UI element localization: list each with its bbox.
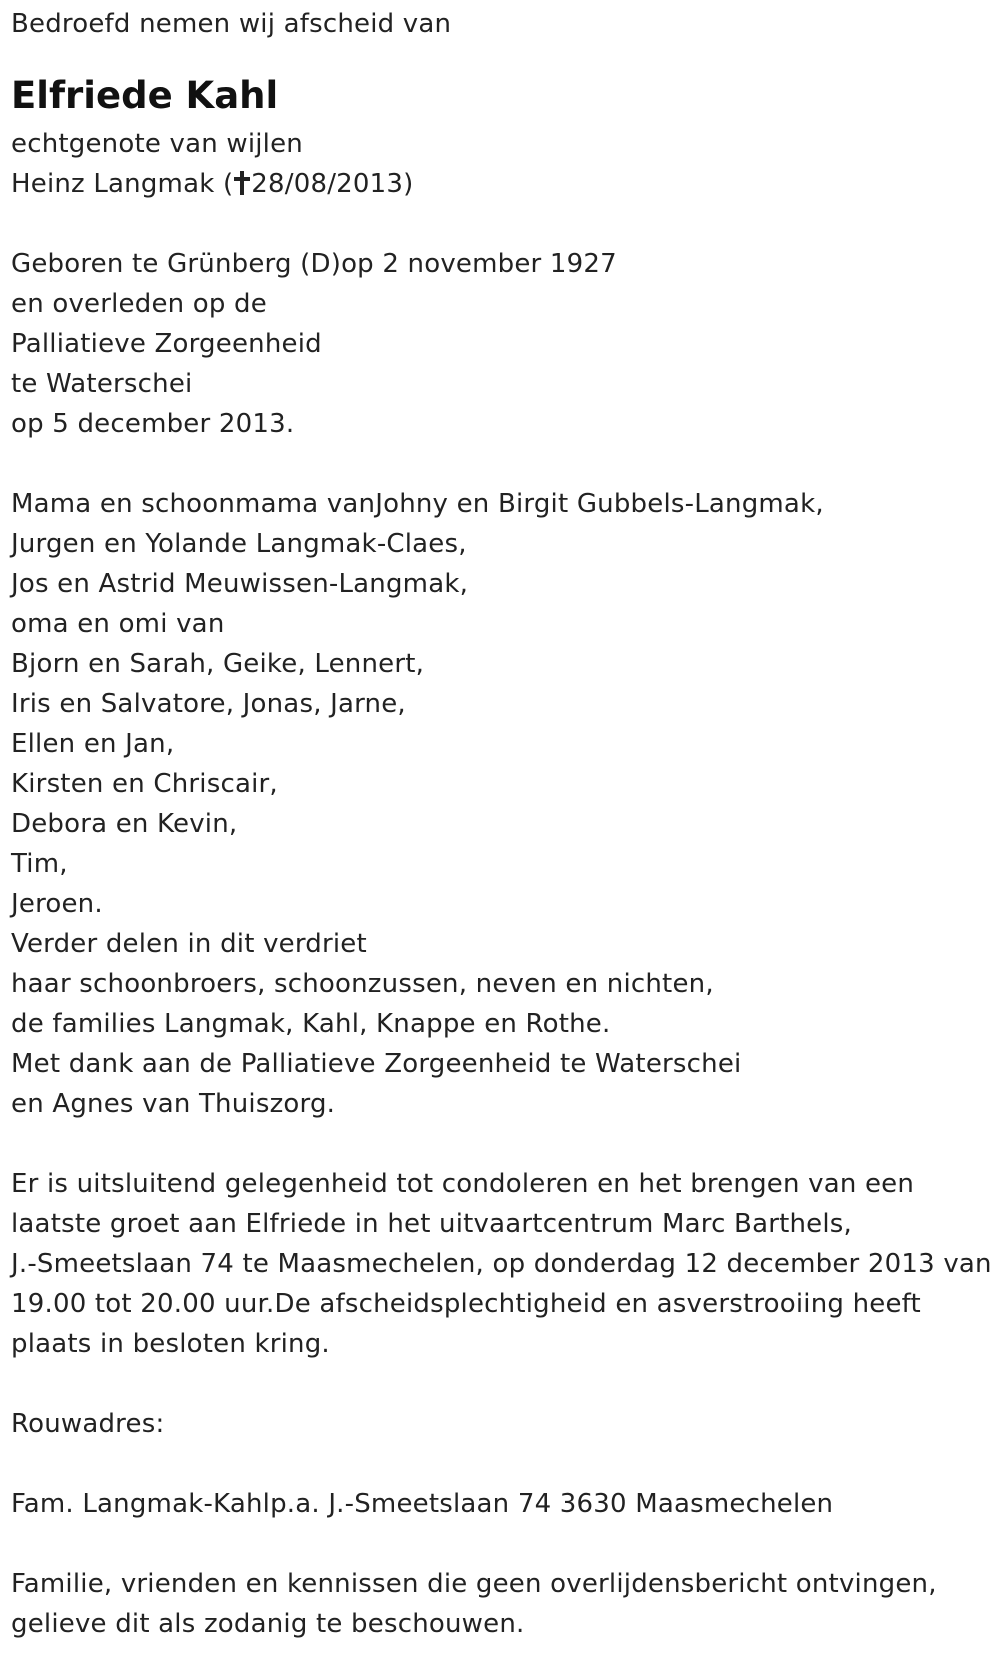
spouse-death-date: 28/08/2013): [251, 169, 414, 199]
family-line: Verder delen in dit verdriet: [11, 929, 367, 959]
closing-line: Familie, vrienden en kennissen die geen overlijdensbericht ontvingen,: [11, 1569, 937, 1599]
cross-icon: [234, 170, 250, 196]
family-line: Bjorn en Sarah, Geike, Lennert,: [11, 649, 425, 679]
family-block: [11, 484, 991, 1124]
condolence-line: Er is uitsluitend gelegenheid tot condoleren en het brengen van een: [11, 1169, 915, 1199]
deceased-name: Elfriede Kahl: [11, 74, 279, 117]
birth-death-line: op 5 december 2013.: [11, 409, 295, 439]
family-line: Debora en Kevin,: [11, 809, 238, 839]
family-line: Jos en Astrid Meuwissen-Langmak,: [11, 569, 469, 599]
obituary-notice: [11, 4, 991, 1644]
birth-death-line: Palliatieve Zorgeenheid: [11, 329, 322, 359]
spacer: [11, 1124, 991, 1164]
address-value: Fam. Langmak-Kahlp.a. J.-Smeetslaan 74 3630 Maasmechelen: [11, 1489, 834, 1519]
condolence-line: laatste groet aan Elfriede in het uitvaartcentrum Marc Barthels,: [11, 1209, 853, 1239]
family-line: haar schoonbroers, schoonzussen, neven en nichten,: [11, 969, 714, 999]
birth-death-line: en overleden op de: [11, 289, 267, 319]
family-line: Met dank aan de Palliatieve Zorgeenheid te Waterschei: [11, 1049, 742, 1079]
family-line: Tim,: [11, 849, 68, 879]
closing-block: [11, 1564, 991, 1644]
family-line: Jurgen en Yolande Langmak-Claes,: [11, 529, 467, 559]
closing-line: gelieve dit als zodanig te beschouwen.: [11, 1609, 525, 1639]
spacer: [11, 444, 991, 484]
birth-death-line: te Waterschei: [11, 369, 193, 399]
birth-death-block: [11, 244, 991, 444]
address-label: Rouwadres:: [11, 1409, 165, 1439]
family-line: Ellen en Jan,: [11, 729, 175, 759]
birth-death-line: Geboren te Grünberg (D)op 2 november 1927: [11, 249, 617, 279]
spacer: [11, 1444, 991, 1484]
condolence-line: J.-Smeetslaan 74 te Maasmechelen, op donderdag 12 december 2013 van: [11, 1249, 992, 1279]
condolence-line: 19.00 tot 20.00 uur.De afscheidsplechtigheid en asverstrooiing heeft: [11, 1289, 921, 1319]
intro-text: Bedroefd nemen wij afscheid van: [11, 9, 452, 39]
spacer: [11, 1524, 991, 1564]
spouse-line-2: [11, 164, 991, 204]
spacer: [11, 204, 991, 244]
spouse-line-1: echtgenote van wijlen: [11, 129, 303, 159]
family-line: en Agnes van Thuiszorg.: [11, 1089, 336, 1119]
family-line: oma en omi van: [11, 609, 225, 639]
family-line: Iris en Salvatore, Jonas, Jarne,: [11, 689, 406, 719]
condolence-line: plaats in besloten kring.: [11, 1329, 330, 1359]
family-line: Kirsten en Chriscair,: [11, 769, 278, 799]
family-line: de families Langmak, Kahl, Knappe en Rothe.: [11, 1009, 611, 1039]
condolence-block: [11, 1164, 991, 1364]
family-line: Mama en schoonmama vanJohny en Birgit Gubbels-Langmak,: [11, 489, 824, 519]
spacer: [11, 1364, 991, 1404]
spouse-name: Heinz Langmak (: [11, 169, 234, 199]
family-line: Jeroen.: [11, 889, 103, 919]
